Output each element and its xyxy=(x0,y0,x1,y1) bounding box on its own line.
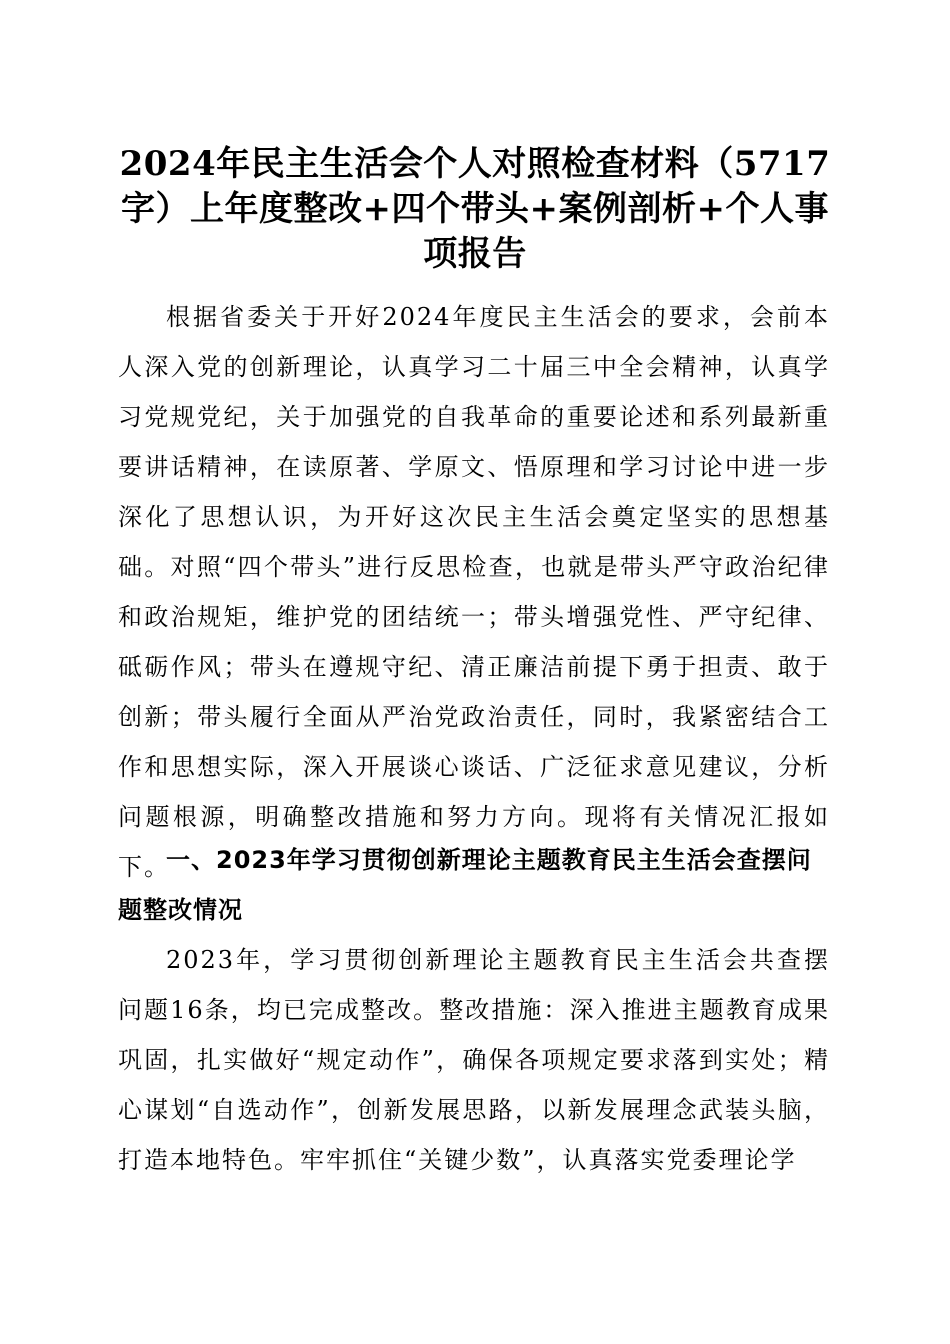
section-paragraph: 2023年，学习贯彻创新理论主题教育民主生活会共查摆问题16条，均已完成整改。整改措施：深入推进主题教育成果巩固，扎实做好“规定动作”，确保各项规定要求落到实处；精心谋划“自选动作”，创新发展思路，以新发展理念武装头脑，打造本地特色。牢牢抓住“关键少数”，认真落实党委理论学 xyxy=(118,946,830,1174)
document-title: 2024年民主生活会个人对照检查材料（5717字）上年度整改+四个带头+案例剖析+个人事项报告 xyxy=(119,144,831,274)
section-heading: 一、2023年学习贯彻创新理论主题教育民主生活会查摆问题整改情况 xyxy=(118,846,812,924)
intro-paragraph: 根据省委关于开好2024年度民主生活会的要求，会前本人深入党的创新理论，认真学习二十届三中全会精神，认真学习党规党纪，关于加强党的自我革命的重要论述和系列最新重要讲话精神，在读原著、学原文、悟原理和学习讨论中进一步深化了思想认识，为开好这次民主生活会奠定坚实的思想基础。对照“四个带头”进行反思检查，也就是带头严守政治纪律和政治规矩，维护党的团结统一；带头增强党性、严守纪律、砥砺作风；带头在遵规守纪、清正廉洁前提下勇于担责、敢于创新；带头履行全面从严治党政治责任，同时，我紧密结合工作和思想实际，深入开展谈心谈话、广泛征求意见建议，分析问题根源，明确整改措施和努力方向。现将有关情况汇报如下。 xyxy=(118,303,830,881)
